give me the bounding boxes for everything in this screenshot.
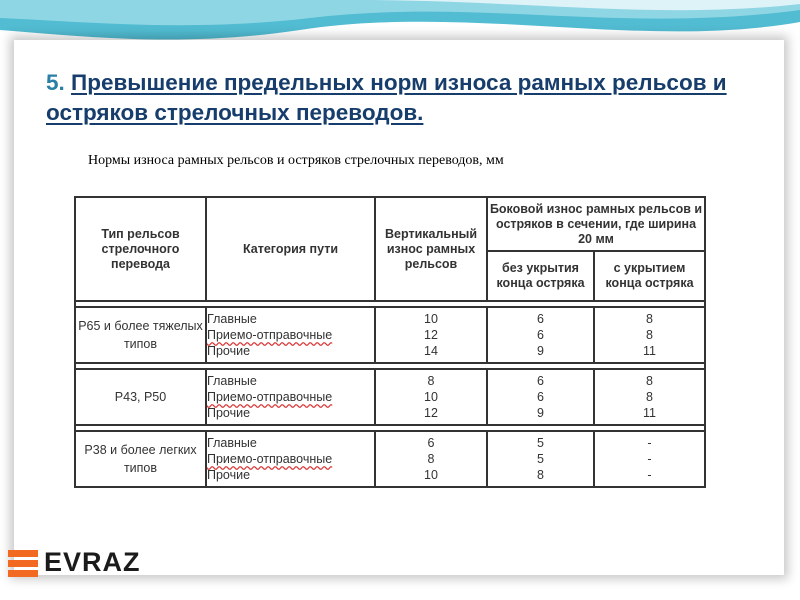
category-value: Главные <box>207 436 257 450</box>
with-cover-value: - <box>647 452 652 466</box>
header-lateral-wear: Боковой износ рамных рельсов и остряков в сечении, где ширина 20 мм <box>487 197 705 251</box>
no-cover-value: 5 <box>537 452 544 466</box>
with-cover-value: 11 <box>643 406 656 420</box>
vertical-value: 6 <box>427 436 435 450</box>
category-value: Приемо-отправочные <box>207 452 333 466</box>
category-cell <box>206 369 375 425</box>
with-cover-value: 8 <box>646 328 653 342</box>
vertical-wear-cell <box>375 369 487 425</box>
with-cover-cell <box>594 369 705 425</box>
vertical-value: 12 <box>424 406 438 420</box>
category-value: Главные <box>207 312 257 326</box>
vertical-wear-cell <box>375 431 487 487</box>
vertical-value: 10 <box>424 468 438 482</box>
vertical-value: 10 <box>424 312 438 326</box>
header-category: Категория пути <box>206 197 375 301</box>
table-caption: Нормы износа рамных рельсов и остряков стрелочных переводов, мм <box>88 153 504 168</box>
rail-type-cell: Р43, Р50 <box>75 369 206 425</box>
vertical-value: 8 <box>427 374 435 388</box>
vertical-wear-cell <box>375 307 487 363</box>
slide-title-text: Превышение предельных норм износа рамных рельсов и остряков стрелочных переводов. <box>46 70 727 125</box>
category-value: Прочие <box>207 468 251 482</box>
wear-norms-table <box>74 196 706 488</box>
with-cover-value: 8 <box>646 374 653 388</box>
no-cover-value: 6 <box>537 328 544 342</box>
no-cover-cell <box>487 369 594 425</box>
category-cell <box>206 307 375 363</box>
with-cover-cell <box>594 431 705 487</box>
header-with-cover: с укрытием конца остряка <box>594 251 705 301</box>
rail-type-cell: Р38 и более легких типов <box>75 431 206 487</box>
category-value: Приемо-отправочные <box>207 390 333 404</box>
with-cover-value: - <box>647 468 652 482</box>
no-cover-value: 6 <box>537 374 544 388</box>
vertical-value: 8 <box>427 452 435 466</box>
category-value: Прочие <box>207 406 251 420</box>
no-cover-value: 6 <box>537 312 544 326</box>
table-row <box>75 369 705 425</box>
category-value: Главные <box>207 374 257 388</box>
header-rail-type: Тип рельсов стрелочного перевода <box>75 197 206 301</box>
with-cover-value: 8 <box>646 312 653 326</box>
slide-title <box>46 68 746 128</box>
table-row <box>75 307 705 363</box>
with-cover-cell <box>594 307 705 363</box>
with-cover-value: - <box>647 436 652 450</box>
no-cover-value: 5 <box>537 436 544 450</box>
category-cell <box>206 431 375 487</box>
no-cover-value: 9 <box>537 406 544 420</box>
category-value: Прочие <box>207 344 251 358</box>
no-cover-value: 6 <box>537 390 544 404</box>
no-cover-cell <box>487 431 594 487</box>
with-cover-value: 8 <box>646 390 653 404</box>
table-row <box>75 431 705 487</box>
with-cover-value: 11 <box>643 344 656 358</box>
category-value: Приемо-отправочные <box>207 328 333 342</box>
no-cover-value: 9 <box>537 344 544 358</box>
evraz-logo-text: EVRAZ <box>44 547 141 577</box>
evraz-logo-icon <box>8 544 38 584</box>
rail-type-cell: Р65 и более тяжелых типов <box>75 307 206 363</box>
vertical-value: 10 <box>424 390 438 404</box>
header-vertical-wear: Вертикальный износ рамных рельсов <box>375 197 487 301</box>
no-cover-value: 8 <box>537 468 544 482</box>
vertical-value: 12 <box>424 328 438 342</box>
slide-number: 5. <box>46 70 65 95</box>
vertical-value: 14 <box>424 344 438 358</box>
header-no-cover: без укрытия конца остряка <box>487 251 594 301</box>
no-cover-cell <box>487 307 594 363</box>
